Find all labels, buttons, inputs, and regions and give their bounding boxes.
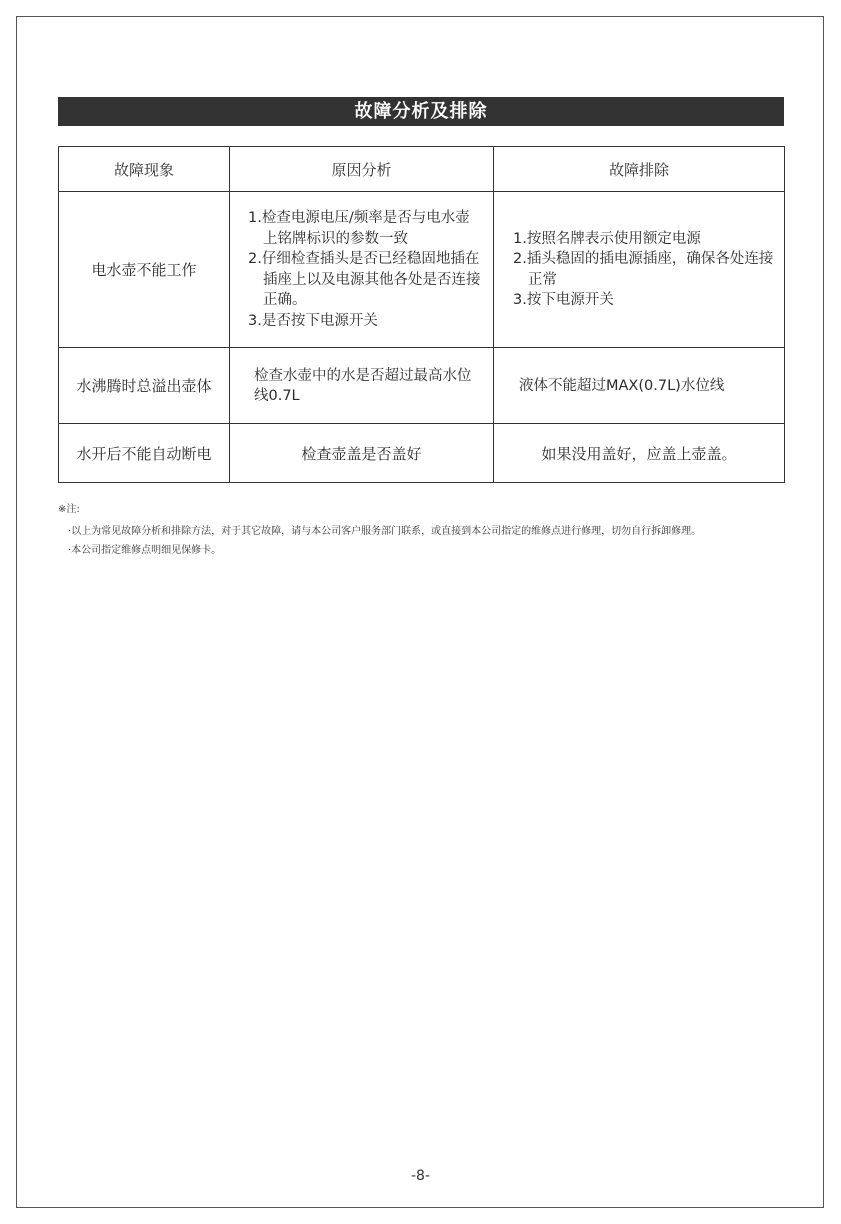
fix-text: 液体不能超过MAX(0.7L)水位线: [519, 377, 725, 394]
cause-cell: [230, 348, 494, 424]
troubleshooting-table: [58, 146, 785, 483]
symptom-cell: 电水壶不能工作: [59, 192, 230, 348]
cause-cell: 检查壶盖是否盖好: [230, 424, 494, 483]
symptom-cell: 水沸腾时总溢出壶体: [59, 348, 230, 424]
fix-cell: [494, 348, 785, 424]
fix-item: 2.插头稳固的插电源插座，确保各处连接正常: [513, 251, 774, 288]
symptom-cell: 水开后不能自动断电: [59, 424, 230, 483]
cause-item: 2.仔细检查插头是否已经稳固地插在插座上以及电源其他各处是否连接正确。: [248, 251, 481, 308]
cause-item: 3.是否按下电源开关: [248, 312, 378, 329]
header-cause: 原因分析: [230, 147, 494, 192]
cause-item: 1.检查电源电压/频率是否与电水壶上铭牌标识的参数一致: [248, 210, 470, 247]
cause-cell: [230, 192, 494, 348]
fix-cell: [494, 192, 785, 348]
header-symptom: 故障现象: [59, 147, 230, 192]
table-row: [59, 424, 785, 483]
note-line: ·本公司指定维修点明细见保修卡。: [68, 545, 222, 556]
note-line: ·以上为常见故障分析和排除方法，对于其它故障，请与本公司客户服务部门联系，或直接到本公司指定的维修点进行修理，切勿自行拆卸修理。: [68, 526, 702, 537]
cause-text: 检查水壶中的水是否超过最高水位线0.7L: [254, 367, 472, 404]
table-row: [59, 348, 785, 424]
notes-section: [58, 502, 788, 559]
header-fix: 故障排除: [494, 147, 785, 192]
fix-item: 1.按照名牌表示使用额定电源: [513, 230, 701, 247]
table-row: [59, 192, 785, 348]
fix-item: 3.按下电源开关: [513, 292, 614, 308]
table-header-row: [59, 147, 785, 192]
fix-list: [513, 229, 774, 311]
page-number: -8-: [410, 1168, 430, 1184]
cause-list: [248, 208, 481, 331]
section-title: 故障分析及排除: [58, 97, 784, 126]
fix-cell: 如果没用盖好，应盖上壶盖。: [494, 424, 785, 483]
notes-heading: ※注:: [58, 504, 80, 515]
